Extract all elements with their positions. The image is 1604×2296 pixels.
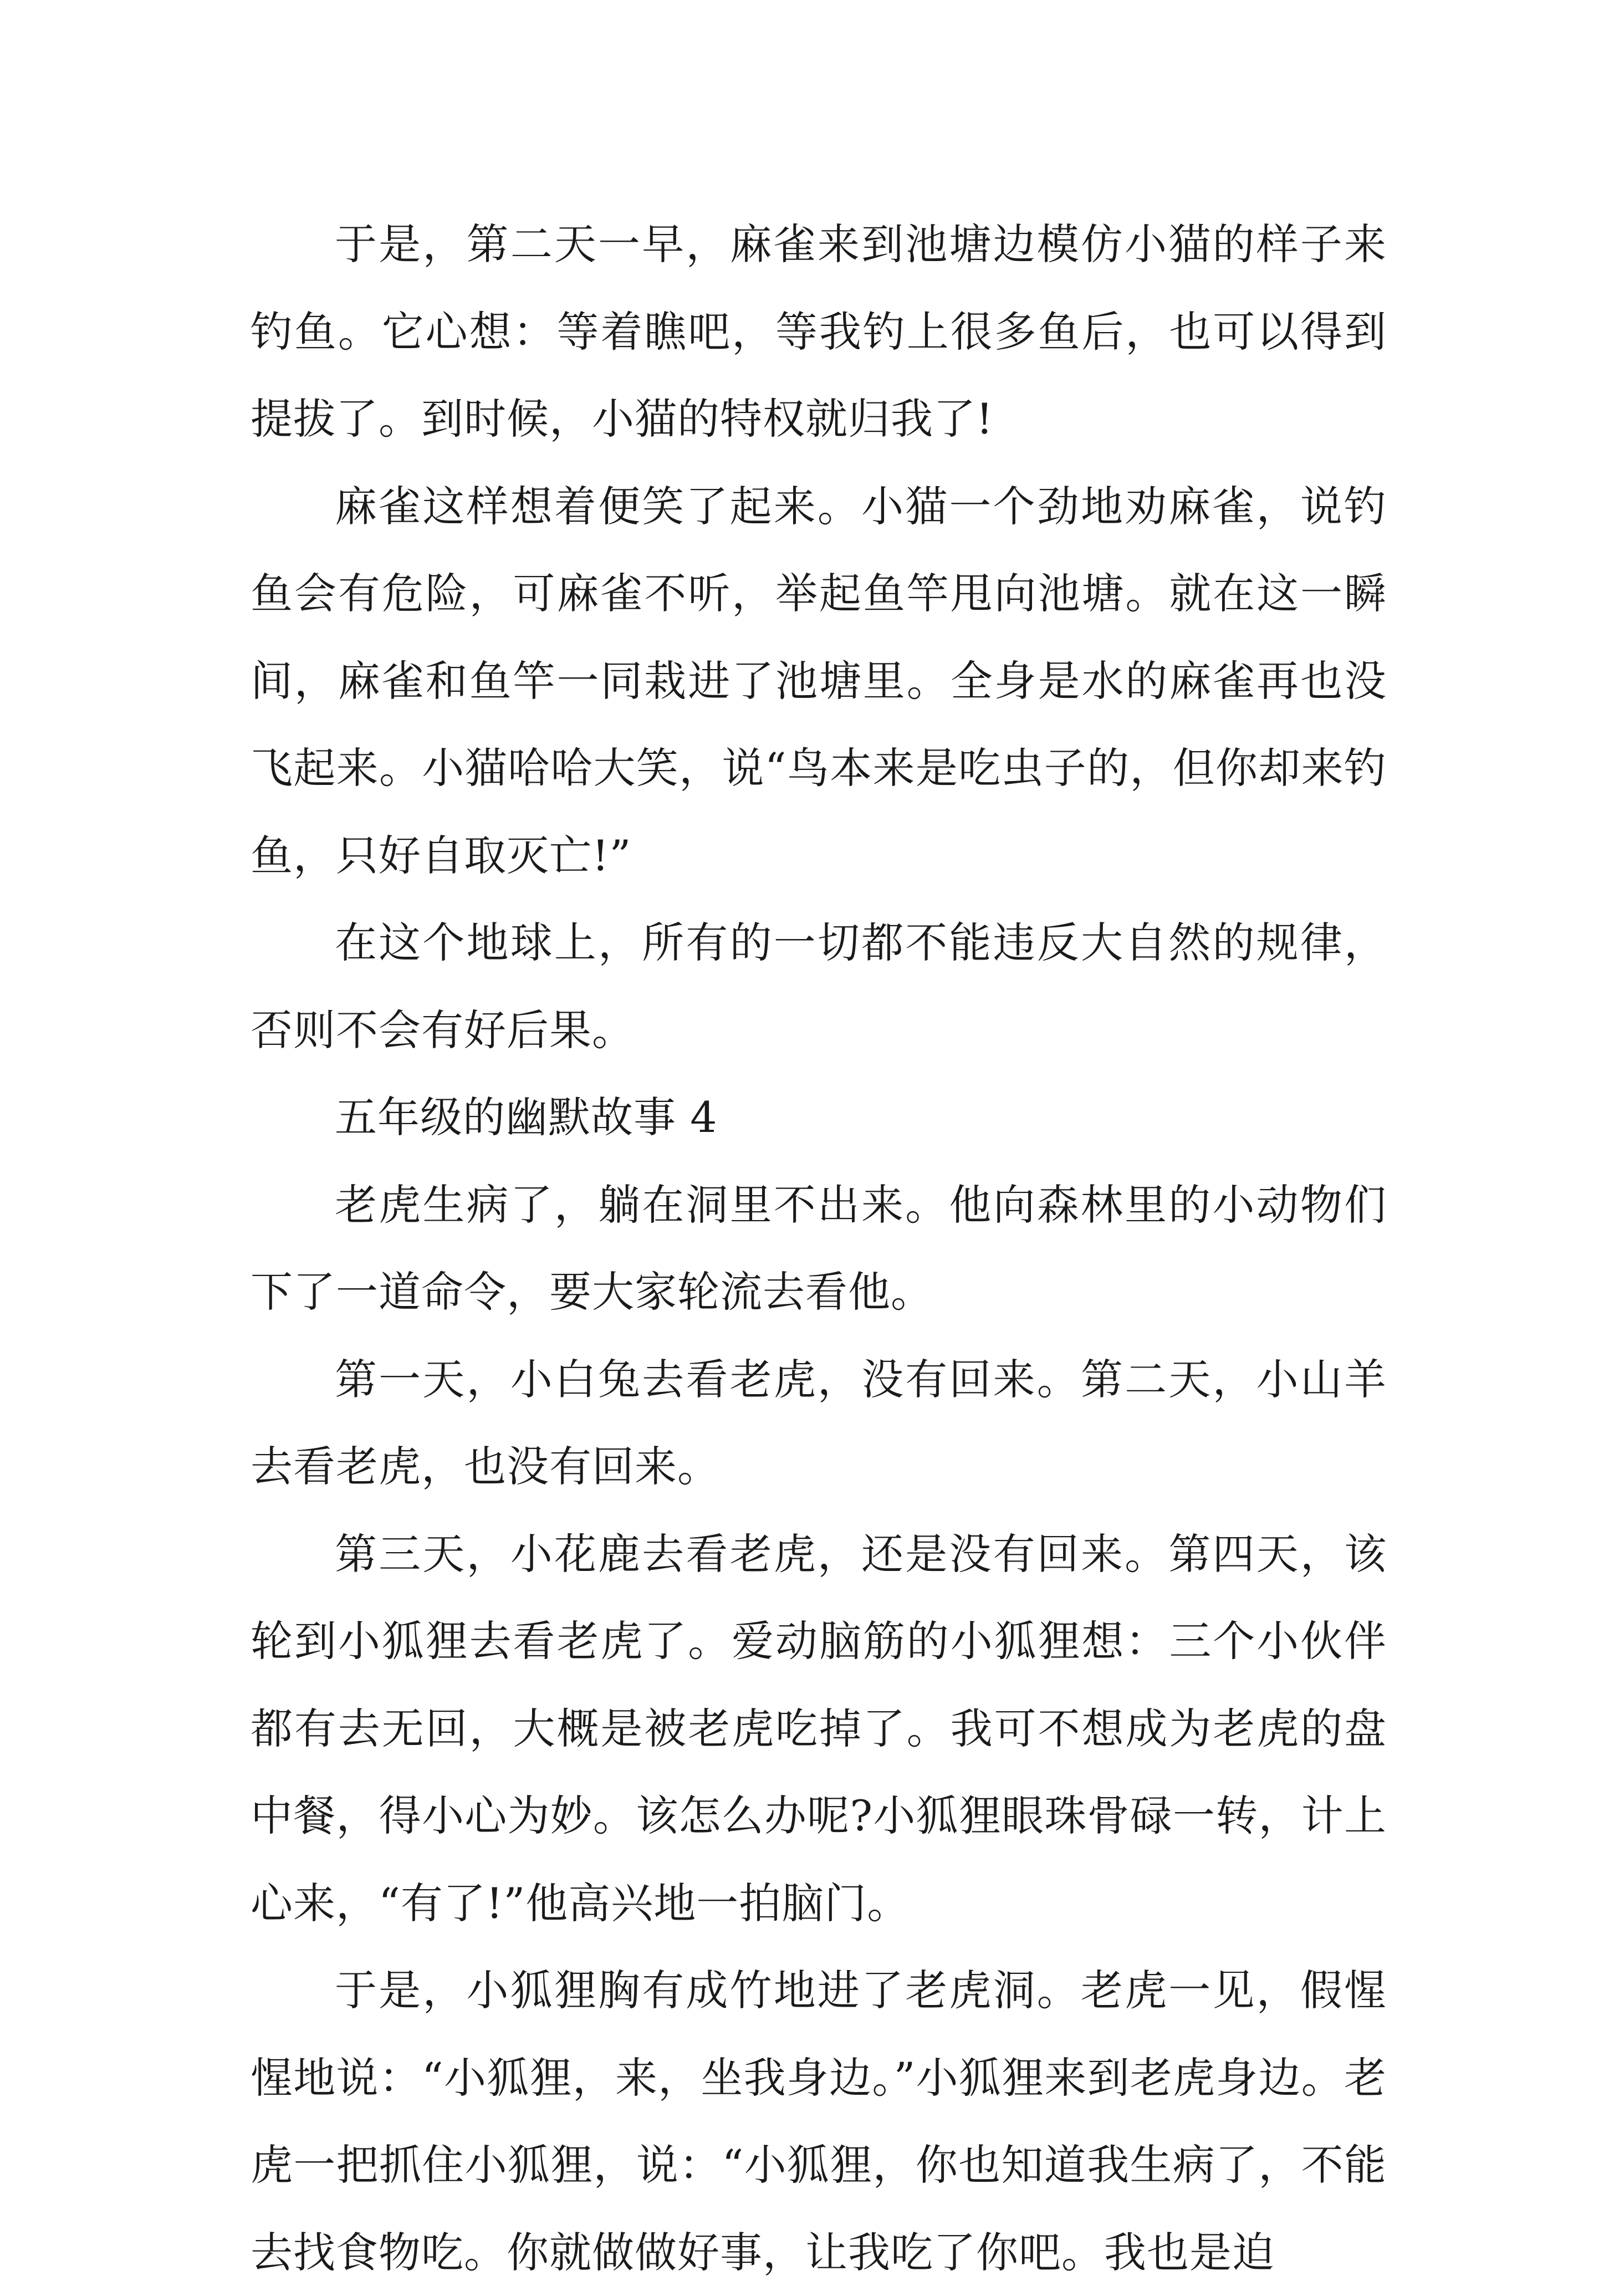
paragraph-sparrow-fishing: 于是，第二天一早，麻雀来到池塘边模仿小猫的样子来钓鱼。它心想：等着瞧吧，等我钓上很多鱼后，也可以得到提拔了。到时候，小猫的特权就归我了!: [251, 220, 1387, 443]
paragraph-fox-plan: 第三天，小花鹿去看老虎，还是没有回来。第四天，该轮到小狐狸去看老虎了。爱动脑筋的小狐狸想：三个小伙伴都有去无回，大概是被老虎吃掉了。我可不想成为老虎的盘中餐，得小心为妙。该怎么办呢?小狐狸眼珠骨碌一转，计上心来，“有了!”他高兴地一拍脑门。: [251, 1529, 1387, 1928]
paragraph-fox-cave: 于是，小狐狸胸有成竹地进了老虎洞。老虎一见，假惺惺地说：“小狐狸，来，坐我身边。”小狐狸来到老虎身边。老虎一把抓住小狐狸，说：“小狐狸，你也知道我生病了，不能去找食物吃。你就做做好事，让我吃了你吧。我也是迫: [251, 1966, 1387, 2277]
paragraph-tiger-sick: 老虎生病了，躺在洞里不出来。他向森林里的小动物们下了一道命令，要大家轮流去看他。: [251, 1180, 1387, 1317]
story-heading: 五年级的幽默故事 4: [335, 1093, 718, 1142]
document-body: [251, 201, 1387, 2296]
paragraph-sparrow-falls: 麻雀这样想着便笑了起来。小猫一个劲地劝麻雀，说钓鱼会有危险，可麻雀不听，举起鱼竿甩向池塘。就在这一瞬间，麻雀和鱼竿一同栽进了池塘里。全身是水的麻雀再也没飞起来。小猫哈哈大笑，说“鸟本来是吃虫子的，但你却来钓鱼，只好自取灭亡!”: [251, 481, 1387, 880]
paragraph-moral: 在这个地球上，所有的一切都不能违反大自然的规律，否则不会有好后果。: [251, 918, 1387, 1055]
paragraph-first-days: 第一天，小白兔去看老虎，没有回来。第二天，小山羊去看老虎，也没有回来。: [251, 1354, 1387, 1491]
